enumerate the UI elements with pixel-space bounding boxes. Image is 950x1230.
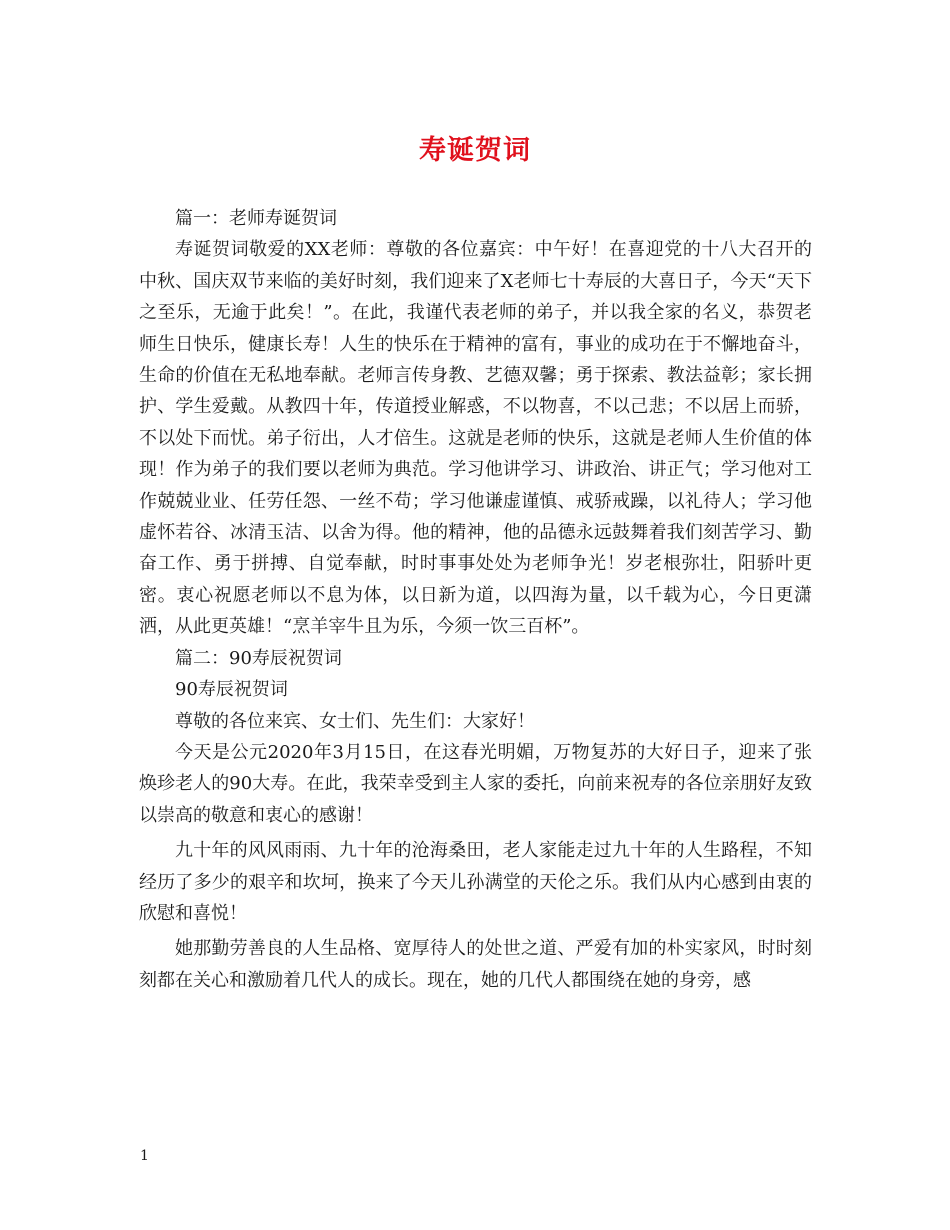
page-number: 1	[140, 1148, 149, 1164]
section-heading-1: 篇一：老师寿诞贺词	[175, 208, 337, 229]
paragraph-teacher-greeting: 寿诞贺词敬爱的XX老师：尊敬的各位嘉宾：中午好！在喜迎党的十八大召开的中秋、国庆双节来临的美好时刻，我们迎来了X老师七十寿辰的大喜日子，今天“天下之至乐，无逾于此矣！”。在此，我谨代表老师的弟子，并以我全家的名义，恭贺老师生日快乐，健康长寿！人生的快乐在于精神的富有，事业的成功在于不懈地奋斗，生命的价值在无私地奉献。老师言传身教、艺德双馨；勇于探索、教法益彰；家长拥护、学生爱戴。从教四十年，传道授业解惑，不以物喜，不以己悲；不以居上而骄，不以处下而忧。弟子衍出，人才倍生。这就是老师的快乐，这就是老师人生价值的体现！作为弟子的我们要以老师为典范。学习他讲学习、讲政治、讲正气；学习他对工作兢兢业业、任劳任怨、一丝不苟；学习他谦虚谨慎、戒骄戒躁，以礼待人；学习他虚怀若谷、冰清玉洁、以舍为得。他的精神，他的品德永远鼓舞着我们刻苦学习、勤奋工作、勇于拼搏、自觉奉献，时时事事处处为老师争光！岁老根弥壮，阳骄叶更密。衷心祝愿老师以不息为体，以日新为道，以四海为量，以千载为心，今日更潇洒，从此更英雄！“烹羊宰牛且为乐，今须一饮三百杯”。	[139, 239, 812, 638]
section-heading-2: 篇二：90寿辰祝贺词	[175, 647, 342, 669]
paragraph-date-intro: 今天是公元2020年3月15日，在这春光明媚，万物复苏的大好日子，迎来了张焕珍老人的90大寿。在此，我荣幸受到主人家的委托，向前来祝寿的各位亲朋好友致以崇高的敬意和衷心的感谢！	[139, 741, 812, 826]
document-body	[139, 203, 812, 996]
paragraph-salutation: 尊敬的各位来宾、女士们、先生们：大家好！	[175, 710, 535, 732]
document-title: 寿诞贺词	[419, 135, 531, 166]
subheading-90-birthday: 90寿辰祝贺词	[175, 679, 288, 701]
paragraph-character: 她那勤劳善良的人生品格、宽厚待人的处世之道、严爱有加的朴实家风，时时刻刻都在关心和激励着几代人的成长。现在，她的几代人都围绕在她的身旁，感	[139, 938, 812, 991]
paragraph-ninety-years: 九十年的风风雨雨、九十年的沧海桑田，老人家能走过九十年的人生路程，不知经历了多少的艰辛和坎坷，换来了今天儿孙满堂的天伦之乐。我们从内心感到由衷的欣慰和喜悦！	[139, 840, 812, 924]
